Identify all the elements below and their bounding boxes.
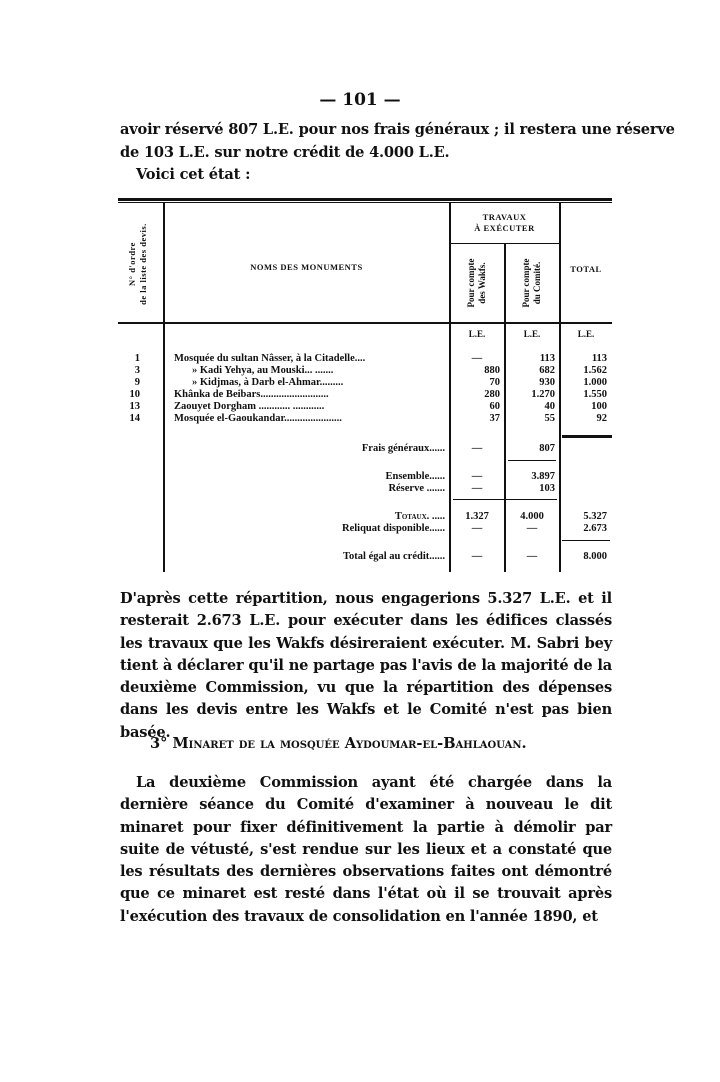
budget-table xyxy=(118,198,612,572)
row-num: 14 xyxy=(129,413,140,424)
reliquat-wakfs: — xyxy=(471,523,483,534)
totaux-comite: 4.000 xyxy=(520,511,544,522)
header-num-line2: de la liste des devis. xyxy=(138,223,148,305)
header-comite-line1: Pour compte xyxy=(521,258,531,308)
row-name: » Kidjmas, à Darb el-Ahmar......... xyxy=(192,377,344,388)
header-names: NOMS DES MONUMENTS xyxy=(250,262,363,272)
row-comite: 113 xyxy=(539,353,555,364)
header-comite-line2: du Comité. xyxy=(532,261,542,305)
row-wakfs: 37 xyxy=(489,413,500,424)
header-travaux-line1: TRAVAUX xyxy=(482,212,527,222)
totaux-label: Totaux. ..... xyxy=(394,511,445,522)
reliquat-total: 2.673 xyxy=(583,523,607,534)
row-total: 92 xyxy=(596,413,607,424)
reserve-comite: 103 xyxy=(539,483,555,494)
row-num: 1 xyxy=(134,353,140,364)
header-wakfs-line2: des Wakfs. xyxy=(477,262,487,304)
unit-total: L.E. xyxy=(577,329,595,339)
total-rule xyxy=(562,435,612,438)
credit-label: Total égal au crédit...... xyxy=(343,551,445,562)
row-name: Mosquée el-Gaoukandar...................... xyxy=(174,413,342,424)
rule xyxy=(562,540,610,541)
table-top-rule xyxy=(118,198,612,201)
ensemble-comite: 3.897 xyxy=(531,471,555,482)
credit-comite: — xyxy=(526,551,538,562)
frais-comite: 807 xyxy=(539,443,555,454)
paragraph-minaret: La deuxième Commission ayant été chargée dans la dernière séance du Comité d'examiner à nouveau le dit minaret pour fixer définitivement la partie à démolir par suite de vétusté, s'est rendue sur les lieux et a constaté que les résultats des dernières observations faites ont démontré que ce minaret est resté dans l'état où il se trouvait après l'exécution des travaux de consolidation en l'année 1890, et xyxy=(120,774,612,925)
credit-wakfs: — xyxy=(471,551,483,562)
totaux-total: 5.327 xyxy=(583,511,607,522)
ensemble-label: Ensemble...... xyxy=(385,471,445,482)
frais-wakfs: — xyxy=(471,443,483,454)
intro-line-2: de 103 L.E. sur notre crédit de 4.000 L.E. xyxy=(120,144,450,161)
row-num: 9 xyxy=(134,377,140,388)
row-comite: 1.270 xyxy=(531,389,555,400)
ensemble-wakfs: — xyxy=(471,471,483,482)
row-wakfs: 60 xyxy=(489,401,500,412)
row-wakfs: 280 xyxy=(484,389,500,400)
row-wakfs: 70 xyxy=(489,377,500,388)
row-wakfs: — xyxy=(471,353,483,364)
reserve-wakfs: — xyxy=(471,483,483,494)
row-name: Mosquée du sultan Nâsser, à la Citadelle.... xyxy=(174,353,366,364)
row-num: 3 xyxy=(134,365,140,376)
section-heading: 3° Minaret de la mosquée Aydoumar-el-Bahlaouan. xyxy=(150,735,527,752)
table-top-rule-thin xyxy=(118,202,612,203)
header-num-line1: N° d'ordre xyxy=(127,242,137,286)
unit-comite: L.E. xyxy=(523,329,541,339)
header-comite xyxy=(521,238,543,328)
row-comite: 55 xyxy=(544,413,555,424)
row-total: 1.000 xyxy=(583,377,607,388)
row-name: Khânka de Beibars.......................... xyxy=(174,389,329,400)
credit-total: 8.000 xyxy=(583,551,607,562)
header-total: TOTAL xyxy=(570,264,602,274)
row-wakfs: 880 xyxy=(484,365,500,376)
row-num: 10 xyxy=(129,389,140,400)
reliquat-comite: — xyxy=(526,523,538,534)
header-num xyxy=(127,209,149,319)
row-total: 113 xyxy=(591,353,607,364)
row-comite: 682 xyxy=(539,365,555,376)
intro-line-1: avoir réservé 807 L.E. pour nos frais généraux ; il restera une réserve xyxy=(120,121,675,138)
totaux-wakfs: 1.327 xyxy=(465,511,489,522)
row-comite: 930 xyxy=(539,377,555,388)
frais-label: Frais généraux...... xyxy=(361,443,445,454)
rule xyxy=(453,499,557,500)
row-num: 13 xyxy=(129,401,140,412)
rule xyxy=(508,460,556,461)
page-number: — 101 — xyxy=(319,90,401,110)
paragraph-repartition: D'après cette répartition, nous engagerions 5.327 L.E. et il resterait 2.673 L.E. pour exécuter dans les édifices classés les travaux que les Wakfs désireraient exécuter. M. Sabri bey tient à déclarer qu'il ne partage pas l'avis de la majorité de la deuxième Commission, vu que la répartition des dépenses dans les devis entre les Wakfs et le Comité n'est pas bien basée. xyxy=(120,590,612,741)
row-comite: 40 xyxy=(544,401,555,412)
intro-line-3: Voici cet état : xyxy=(136,166,251,183)
row-total: 100 xyxy=(591,401,607,412)
header-wakfs xyxy=(466,238,488,328)
row-total: 1.550 xyxy=(583,389,607,400)
reliquat-label: Reliquat disponible...... xyxy=(342,523,445,534)
unit-wakfs: L.E. xyxy=(468,329,486,339)
row-total: 1.562 xyxy=(583,365,607,376)
header-wakfs-line1: Pour compte xyxy=(466,258,476,308)
row-name: » Kadi Yehya, au Mouski... ....... xyxy=(192,365,334,376)
header-travaux-line2: À EXÉCUTER xyxy=(474,223,535,233)
row-name: Zaouyet Dorgham ............ ............ xyxy=(174,401,325,412)
header-travaux xyxy=(450,212,559,234)
reserve-label: Réserve ....... xyxy=(388,483,445,494)
